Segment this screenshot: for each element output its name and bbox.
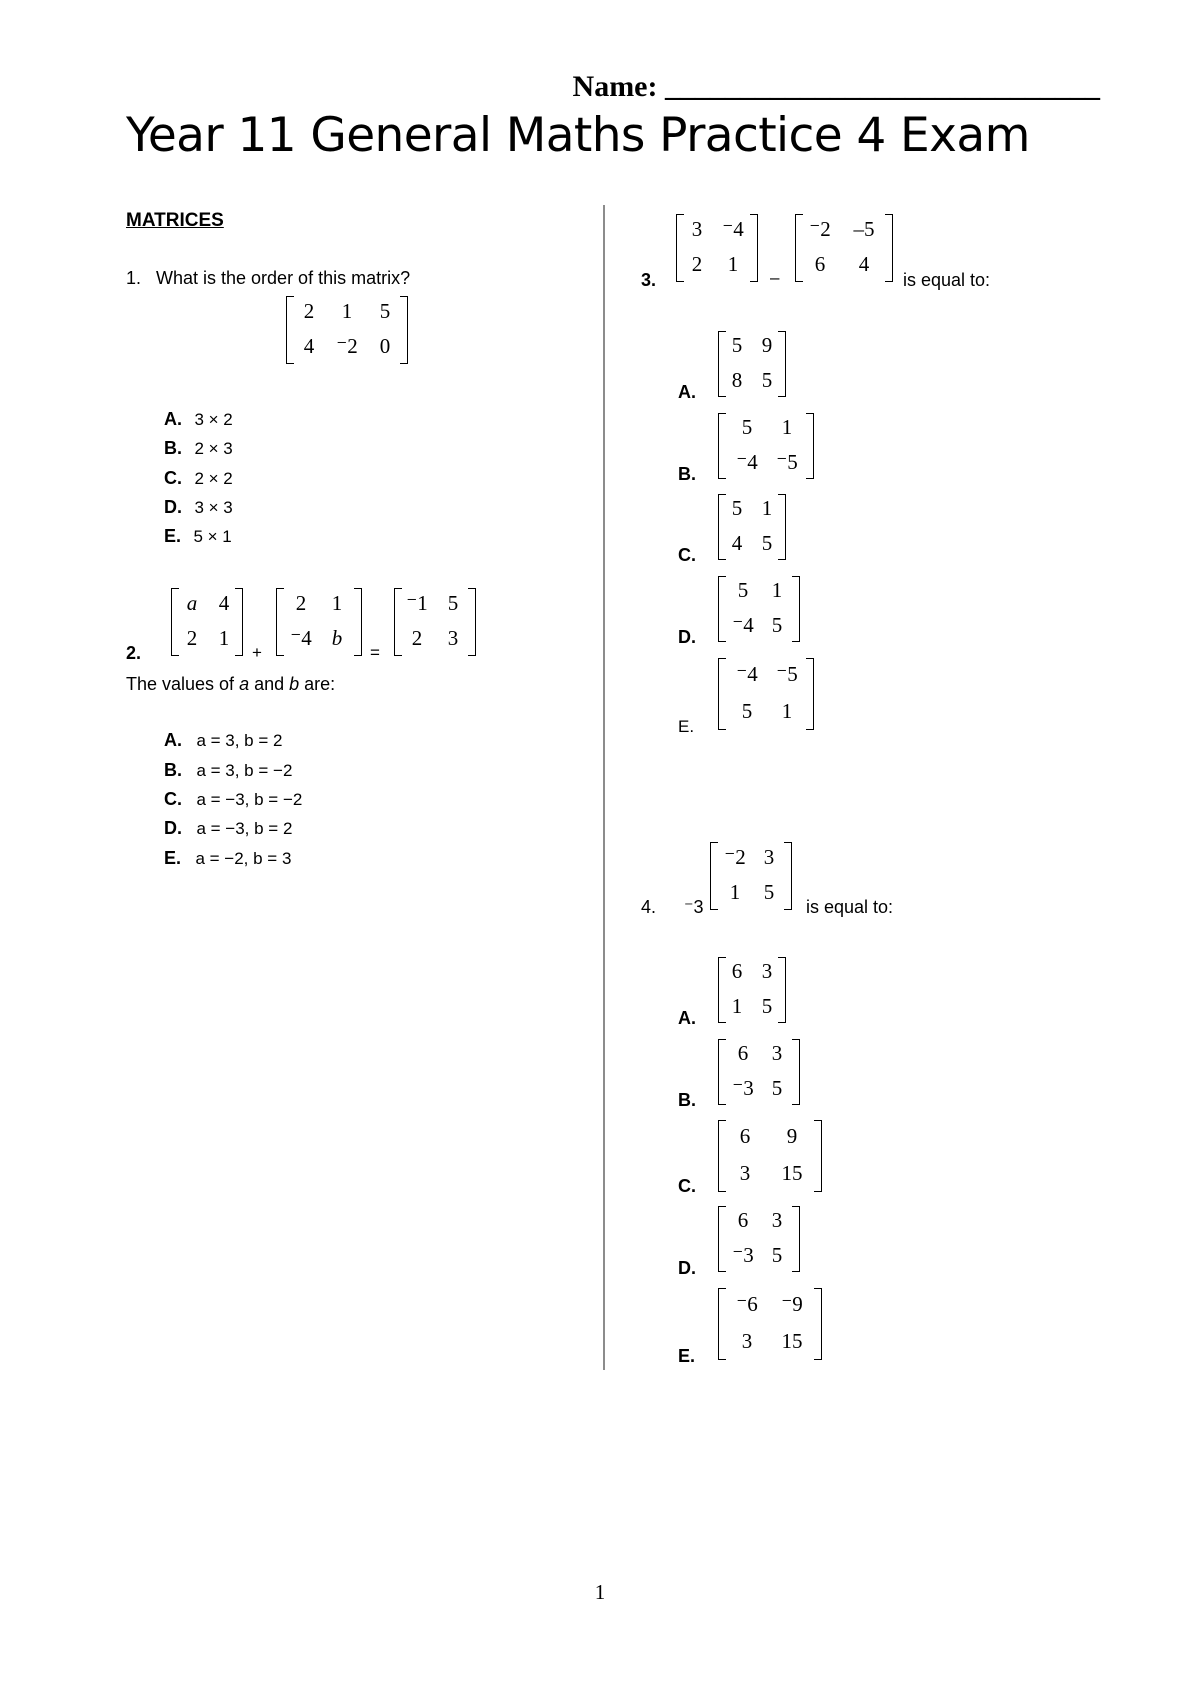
matrix-cell: ⁻2 — [336, 334, 358, 358]
option[interactable] — [164, 789, 302, 810]
option[interactable] — [164, 497, 233, 518]
matrix-cell: 1 — [727, 252, 739, 276]
matrix-cell: 2 — [303, 299, 315, 323]
q4-suffix: is equal to: — [806, 897, 894, 917]
option-text: 2 × 3 — [194, 439, 233, 458]
matrix-cell: ⁻4 — [722, 217, 744, 241]
matrix-cell: 4 — [858, 252, 870, 276]
q4-scalar: ⁻3 — [684, 897, 704, 917]
option-matrix — [718, 658, 814, 730]
q2-matrix-c — [394, 588, 476, 656]
name-field: Name: _____________________________ — [572, 70, 1100, 103]
bracket-right — [814, 1120, 822, 1192]
bracket-left — [718, 1039, 726, 1105]
option-letter: B. — [164, 438, 182, 458]
minus-sign: – — [770, 268, 780, 287]
matrix-cell: ⁻3 — [732, 1243, 754, 1267]
bracket-left — [710, 842, 718, 910]
bracket-left — [718, 413, 726, 479]
option-letter: A. — [164, 409, 182, 429]
matrix-cell: b — [331, 626, 343, 650]
matrix-cell: 1 — [218, 626, 230, 650]
option-text: a = 3, b = 2 — [196, 731, 283, 750]
option[interactable] — [164, 526, 232, 547]
option[interactable] — [164, 818, 292, 839]
q2-text-before: The values of — [126, 674, 240, 694]
matrix-cell: 1 — [731, 994, 743, 1018]
matrix-cell: 5 — [761, 368, 773, 392]
option-letter: D. — [678, 1258, 696, 1278]
bracket-right — [806, 658, 814, 730]
option-letter: E. — [678, 717, 695, 736]
q4-matrix — [710, 842, 792, 910]
matrix-cell: 5 — [741, 415, 753, 439]
matrix-cell: 5 — [731, 333, 743, 357]
plus-sign: + — [252, 643, 262, 662]
matrix-cell: 15 — [781, 1329, 803, 1353]
matrix-cell: 3 — [763, 845, 775, 869]
option-text: a = −2, b = 3 — [195, 849, 292, 868]
matrix-cell: 5 — [761, 994, 773, 1018]
matrix-cell: 3 — [771, 1041, 783, 1065]
bracket-right — [354, 588, 362, 656]
matrix-cell: 0 — [379, 334, 391, 358]
q1-number: 1. — [126, 268, 142, 288]
option-matrix — [718, 1039, 800, 1105]
matrix-cell: ⁻1 — [406, 591, 428, 615]
matrix-cell: ⁻4 — [736, 662, 758, 686]
matrix-cell: 5 — [761, 531, 773, 555]
matrix-cell: ⁻2 — [809, 217, 831, 241]
matrix-cell: ⁻5 — [776, 450, 798, 474]
option-letter: B. — [678, 1090, 696, 1110]
q4-number: 4. — [641, 897, 657, 917]
matrix-cell: 6 — [737, 1041, 749, 1065]
q2-var-b: b — [289, 674, 300, 694]
q2-text-after: are: — [299, 674, 336, 694]
matrix-cell: 9 — [761, 333, 773, 357]
bracket-left — [718, 1120, 726, 1192]
option-letter: D. — [164, 497, 182, 517]
option-letter: D. — [678, 627, 696, 647]
option-text: 2 × 2 — [194, 469, 233, 488]
matrix-cell: 1 — [761, 496, 773, 520]
matrix-cell: 5 — [731, 496, 743, 520]
bracket-right — [885, 214, 893, 282]
q3-suffix: is equal to: — [903, 270, 991, 290]
q2-var-a: a — [239, 674, 250, 694]
option-letter: A. — [678, 1008, 696, 1028]
option-text: a = −3, b = 2 — [196, 819, 293, 838]
q3-matrix-a — [676, 214, 758, 282]
bracket-left — [276, 588, 284, 656]
matrix-cell: 5 — [741, 699, 753, 723]
equals-sign: = — [370, 643, 380, 662]
q2-matrix-a — [171, 588, 243, 656]
option-letter: C. — [164, 468, 182, 488]
option[interactable] — [164, 730, 282, 751]
option-text: 3 × 2 — [194, 410, 233, 429]
q1-matrix — [286, 296, 408, 364]
matrix-cell: a — [186, 591, 198, 615]
q3-number: 3. — [641, 270, 657, 290]
matrix-cell: 3 — [447, 626, 459, 650]
matrix-cell: 4 — [303, 334, 315, 358]
option-letter: C. — [164, 789, 182, 809]
bracket-right — [750, 214, 758, 282]
matrix-cell: 1 — [341, 299, 353, 323]
matrix-cell: 6 — [814, 252, 826, 276]
option-letter: C. — [678, 545, 696, 565]
q2-text-and: and — [249, 674, 290, 694]
matrix-cell: 1 — [781, 699, 793, 723]
bracket-left — [795, 214, 803, 282]
bracket-left — [718, 1288, 726, 1360]
option-matrix — [718, 957, 786, 1023]
bracket-left — [718, 576, 726, 642]
option-text: 3 × 3 — [194, 498, 233, 517]
matrix-cell: 15 — [781, 1161, 803, 1185]
matrix-cell: 3 — [761, 959, 773, 983]
matrix-cell: 5 — [771, 613, 783, 637]
matrix-cell: 1 — [771, 578, 783, 602]
q2-question — [126, 674, 335, 695]
matrix-cell: –5 — [853, 217, 875, 241]
matrix-cell: 5 — [771, 1243, 783, 1267]
page-title: Year 11 General Maths Practice 4 Exam — [126, 108, 1030, 163]
option[interactable] — [164, 409, 233, 430]
matrix-cell: 6 — [737, 1208, 749, 1232]
matrix-cell: 4 — [218, 591, 230, 615]
matrix-cell: 3 — [771, 1208, 783, 1232]
option-letter: E. — [164, 526, 182, 546]
matrix-cell: ⁻5 — [776, 662, 798, 686]
option[interactable] — [164, 438, 233, 459]
matrix-cell: 5 — [447, 591, 459, 615]
bracket-right — [814, 1288, 822, 1360]
option-letter: D. — [164, 818, 182, 838]
bracket-left — [718, 1206, 726, 1272]
option-matrix — [718, 1288, 822, 1360]
matrix-cell: 3 — [741, 1329, 753, 1353]
option-text: a = 3, b = −2 — [196, 761, 293, 780]
q1-question: What is the order of this matrix? — [156, 268, 411, 288]
option-letter: A. — [678, 382, 696, 402]
matrix-cell: 3 — [739, 1161, 751, 1185]
matrix-cell: ⁻4 — [732, 613, 754, 637]
matrix-cell: 5 — [379, 299, 391, 323]
matrix-cell: 2 — [411, 626, 423, 650]
q2-number: 2. — [126, 643, 142, 663]
page-number: 1 — [594, 1580, 606, 1604]
option-letter: A. — [164, 730, 182, 750]
q3-matrix-b — [795, 214, 893, 282]
option-matrix — [718, 1206, 800, 1272]
q2-matrix-b — [276, 588, 362, 656]
option-letter: E. — [678, 1346, 696, 1366]
section-heading: MATRICES — [126, 210, 224, 231]
option-letter: B. — [164, 760, 182, 780]
matrix-cell: 3 — [691, 217, 703, 241]
option[interactable] — [164, 848, 291, 869]
matrix-cell: 9 — [786, 1124, 798, 1148]
matrix-cell: 6 — [731, 959, 743, 983]
matrix-cell: ⁻2 — [724, 845, 746, 869]
matrix-cell: 2 — [295, 591, 307, 615]
option-letter: E. — [164, 848, 182, 868]
option-matrix — [718, 1120, 822, 1192]
matrix-cell: 6 — [739, 1124, 751, 1148]
option[interactable] — [164, 468, 233, 489]
matrix-cell: 5 — [771, 1076, 783, 1100]
matrix-cell: ⁻3 — [732, 1076, 754, 1100]
matrix-cell: 5 — [737, 578, 749, 602]
option-text: 5 × 1 — [193, 527, 232, 546]
matrix-cell: 5 — [763, 880, 775, 904]
option-matrix — [718, 413, 814, 479]
option-letter: C. — [678, 1176, 696, 1196]
matrix-cell: ⁻4 — [290, 626, 312, 650]
matrix-cell: 2 — [186, 626, 198, 650]
option-matrix — [718, 331, 786, 397]
option-matrix — [718, 576, 800, 642]
option-letter: B. — [678, 464, 696, 484]
bracket-left — [718, 658, 726, 730]
matrix-cell: 1 — [729, 880, 741, 904]
column-divider — [603, 205, 605, 1370]
matrix-cell: ⁻4 — [736, 450, 758, 474]
bracket-right — [806, 413, 814, 479]
option[interactable] — [164, 760, 292, 781]
matrix-cell: 1 — [331, 591, 343, 615]
option-text: a = −3, b = −2 — [196, 790, 303, 809]
matrix-cell: ⁻6 — [736, 1292, 758, 1316]
option-matrix — [718, 494, 786, 560]
matrix-cell: 4 — [731, 531, 743, 555]
matrix-cell: 8 — [731, 368, 743, 392]
matrix-cell: 2 — [691, 252, 703, 276]
matrix-cell: ⁻9 — [781, 1292, 803, 1316]
matrix-cell: 1 — [781, 415, 793, 439]
